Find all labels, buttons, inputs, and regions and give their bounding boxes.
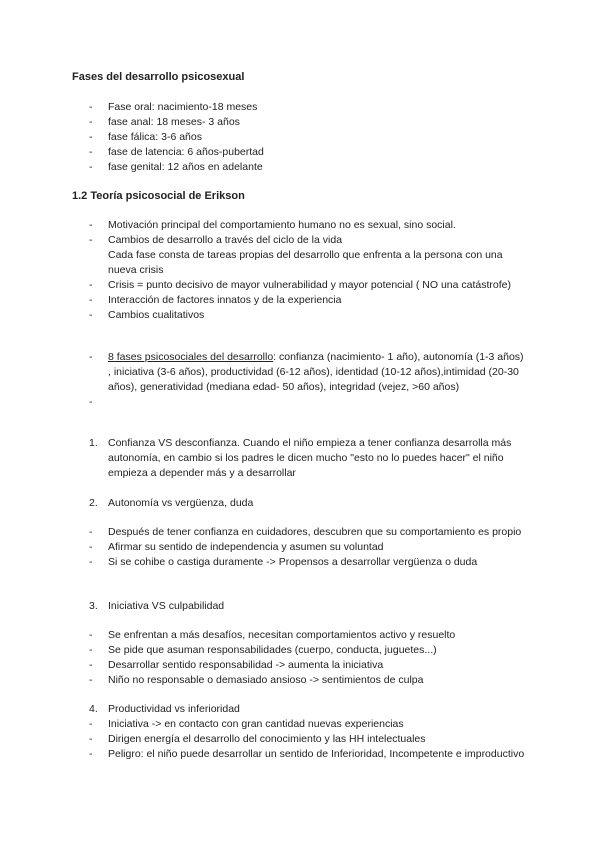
stage-2-items [0,525,600,570]
heading-erikson: 1.2 Teoría psicosocial de Erikson [72,190,245,202]
fases-list [0,100,600,175]
list-item: - 8 fases psicosociales del desarrollo: confianza (nacimiento- 1 año), autonomía (1-3 años) , iniciativa (3-6 años), productividad (6-12 años), identidad (10-12 años),intimidad (20-30 años), generatividad (mediana edad- 50 años), integridad (vejez, >60 años) [89,351,524,393]
list-item: - Crisis = punto decisivo de mayor vulnerabilidad y mayor potencial ( NO una catástrofe) [89,279,511,291]
list-item: - Si se cohibe o castiga duramente -> Propensos a desarrollar vergüenza o duda [89,556,478,568]
list-item: 1. Confianza VS desconfianza. Cuando el niño empieza a tener confianza desarrolla más autonomía, en cambio si los padres le dicen mucho "esto no lo puedes hacer" el niño empieza a depender más y a desarrollar [89,437,512,479]
list-item: - Motivación principal del comportamiento humano no es sexual, sino social. [89,219,456,231]
list-item: - Dirigen energía el desarrollo del conocimiento y las HH intelectuales [89,733,426,745]
list-item: - Interacción de factores innatos y de la experiencia [89,294,342,306]
list-item: - fase de latencia: 6 años-pubertad [89,146,264,158]
list-item: - Niño no responsable o demasiado ansioso -> sentimientos de culpa [89,674,424,686]
list-item: - Se enfrentan a más desafíos, necesitan comportamientos activo y resuelto [89,629,456,641]
ocho-fases-link: 8 fases psicosociales del desarrollo [108,351,274,363]
list-item: - fase genital: 12 años en adelante [89,161,263,173]
erikson-list [0,218,600,323]
heading-psicosexual: Fases del desarrollo psicosexual [72,71,245,83]
stage-2 [0,496,600,511]
list-item: 4. Productividad vs inferioridad [89,703,240,715]
list-item: 3. Iniciativa VS culpabilidad [89,600,225,612]
list-item: - Se pide que asuman responsabilidades (cuerpo, conducta, juguetes...) [89,644,437,656]
stage-3-items [0,628,600,688]
list-item: - Cambios de desarrollo a través del ciclo de la vida [89,234,343,246]
list-item: - fase anal: 18 meses- 3 años [89,116,240,128]
empty-list-item: - [89,396,93,408]
list-item: - Fase oral: nacimiento-18 meses [89,101,258,113]
stage-3 [0,599,600,614]
list-item: Cada fase consta de tareas propias del desarrollo que enfrenta a la persona con una nueva crisis [108,249,503,276]
list-item: - Después de tener confianza en cuidadores, descubren que su comportamiento es propio [89,526,522,538]
stage-1 [0,436,600,481]
list-item: - Peligro: el niño puede desarrollar un sentido de Inferioridad, Incompetente e improductivo [89,748,525,760]
stage-4 [0,702,600,762]
list-item: - Desarrollar sentido responsabilidad -> aumenta la iniciativa [89,659,384,671]
list-item: - fase fálica: 3-6 años [89,131,202,143]
list-item: - Afirmar su sentido de independencia y asumen su voluntad [89,541,384,553]
list-item: - Iniciativa -> en contacto con gran cantidad nuevas experiencias [89,718,404,730]
list-item: 2. Autonomía vs vergüenza, duda [89,497,254,509]
ocho-fases-list [0,350,600,410]
list-item: - Cambios cualitativos [89,309,205,321]
